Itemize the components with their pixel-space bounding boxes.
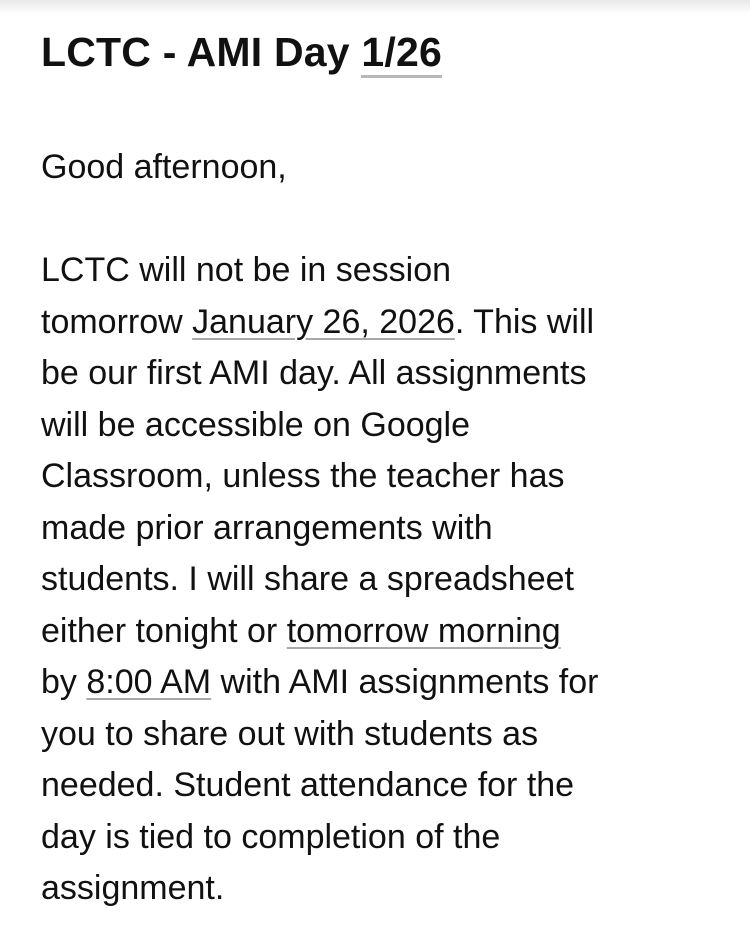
title-date-link[interactable]: 1/26 [361,29,442,78]
body-line-6: made prior arrangements with [41,508,493,547]
body-line-7: students. I will share a spreadsheet [41,560,574,598]
body-line-12: day is tied to completion of the [41,817,501,856]
body-line-2-suffix: . This will [454,302,595,341]
body-line-3: be our first AMI day. All assignments [41,354,587,392]
date-link-january-26-2026[interactable]: January 26, 2026 [192,302,455,341]
tomorrow-morning-link[interactable]: tomorrow morning [286,611,561,650]
body-line-8-prefix: either tonight or [41,611,287,650]
body-line-2-prefix: tomorrow [41,302,193,341]
note-document [41,20,731,915]
announcement-paragraph [41,245,731,915]
time-link-8am[interactable]: 8:00 AM [86,663,212,701]
note-title [41,20,731,84]
greeting-line: Good afternoon, [41,148,287,186]
title-prefix: LCTC - AMI Day [41,29,362,75]
body-line-4: will be accessible on Google [41,405,471,444]
body-line-9-prefix: by [41,663,87,701]
body-line-10: you to share out with students as [41,714,539,753]
body-line-1: LCTC will not be in session [41,251,452,289]
body-line-13: assignment. [41,869,225,907]
body-line-11: needed. Student attendance for the [41,766,575,804]
body-line-9-suffix: with AMI assignments for [211,663,599,701]
top-shadow [0,0,750,14]
body-line-5: Classroom, unless the teacher has [41,457,565,495]
